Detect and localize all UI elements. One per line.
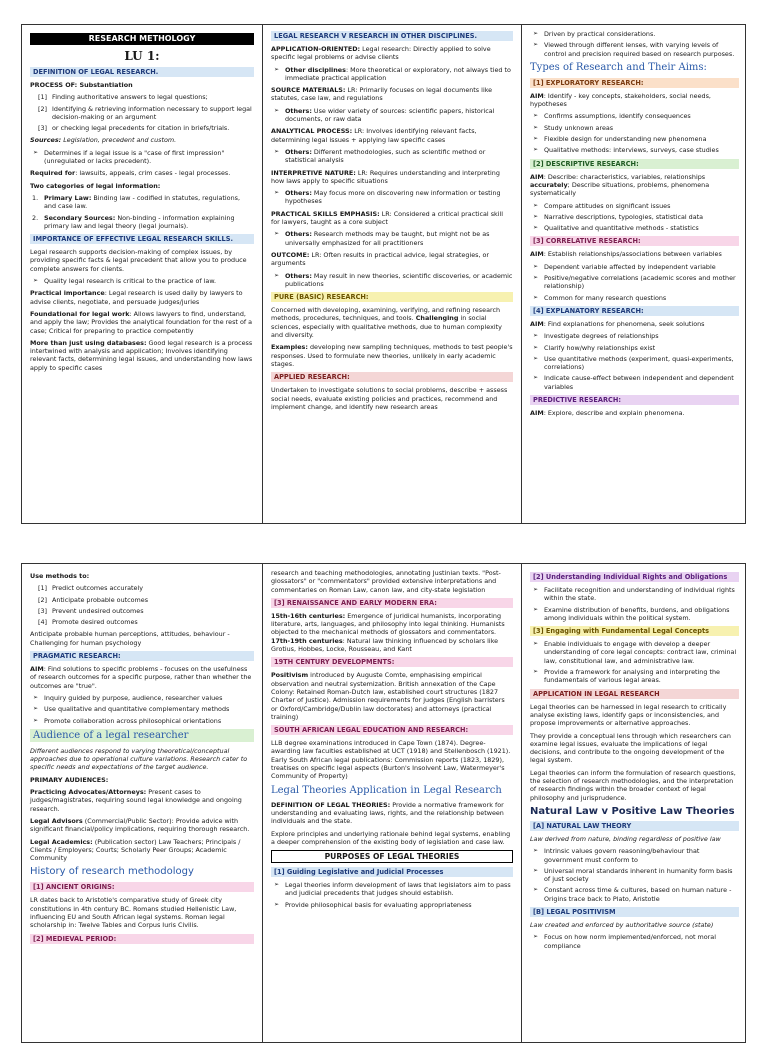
list-item: ➢ Universal moral standards inherent in humanity form basis of just society xyxy=(530,867,739,884)
primary-audiences: PRIMARY AUDIENCES: xyxy=(30,775,109,784)
list-item: ➢ Other disciplines: More theoretical or exploratory, not always tied to immediate practical application xyxy=(271,66,513,83)
outcome: OUTCOME: LR: Often results in practical advice, legal strategies, or arguments xyxy=(271,250,490,268)
explanatory-header: [4] EXPLANATORY RESEARCH: xyxy=(530,306,739,316)
source-materials: SOURCE MATERIALS: LR: Primarily focuses on legal documents like statutes, case law, and regulations xyxy=(271,86,493,103)
list-item: ➢ Compare attitudes on significant issues xyxy=(530,202,739,210)
required-line: Required for: lawsuits, appeals, crim cases - legal processes. xyxy=(30,169,231,178)
correlative-list xyxy=(530,263,739,302)
list-item: [1] Finding authoritative answers to legal questions; xyxy=(38,93,208,102)
list-item: [2] Identifying & retrieving information necessary to support legal decision-making or an argument xyxy=(38,104,252,121)
interpretive-nature: INTERPRETIVE NATURE: LR: Requires understanding and interpreting how laws apply to specific situations xyxy=(271,168,500,185)
legal-positivism-header: [B] LEGAL POSITIVISM xyxy=(530,907,739,917)
natural-law-header: [A] NATURAL LAW THEORY xyxy=(530,821,739,831)
list-item: ➢ Others: Different methodologies, such as scientific method or statistical analysis xyxy=(271,148,513,165)
list-item: ➢ Legal theories inform development of laws that legislators aim to pass and judicial precedents that judges should establish. xyxy=(271,881,513,898)
page2-column-2 xyxy=(262,564,521,1042)
correlative-aim: AIM: Establish relationships/associations between variables xyxy=(530,250,722,259)
sources-line: Sources: Legislation, precedent and custom. xyxy=(30,136,177,145)
definition-header: DEFINITION OF LEGAL RESEARCH. xyxy=(30,67,254,77)
application-oriented: APPLICATION-ORIENTED: Legal research: Directly applied to solve specific legal problems or advise clients xyxy=(271,45,491,62)
application-text-2: They provide a conceptual lens through which researchers can examine legal issues, evaluate the implications of legal decisions, and contribute to the ongoing development of the legal system. xyxy=(530,731,731,765)
list-item: ➢ Study unknown areas xyxy=(530,124,739,132)
predictive-aim: AIM: Explore, describe and explain phenomena. xyxy=(530,409,685,418)
list-item: ➢ Intrinsic values govern reasoning/behaviour that government must conform to xyxy=(530,847,739,864)
list-item: 2. Secondary Sources: Non-binding - information explaining primary law and legal theory (legal journals). xyxy=(32,213,235,230)
foundational-text: Foundational for legal work: Allows lawyers to find, understand, and apply the law; Provides the analytical foundation for the rest of a case; Critical for preparing to practice competently xyxy=(30,309,253,335)
importance-text: Legal research supports decision-making of complex issues, by providing specific facts & legal precedent that allow you to produce complete answers for clients. xyxy=(30,248,247,273)
descriptive-list xyxy=(530,202,739,233)
19th-century-header: 19TH CENTURY DEVELOPMENTS: xyxy=(271,657,513,667)
explanatory-aim: AIM: Find explanations for phenomena, seek solutions xyxy=(530,319,705,328)
list-item: ➢ Others: May focus more on discovering new information or testing hypotheses xyxy=(271,189,513,206)
list-item: ➢ Narrative descriptions, typologies, statistical data xyxy=(530,213,739,221)
list-item: ➢ Common for many research questions xyxy=(530,294,739,302)
page2-column-3 xyxy=(521,564,746,1042)
list-item: ➢ Viewed through different lenses, with varying levels of control and precision required based on research purposes. xyxy=(530,41,739,58)
exploratory-header: [1] EXPLORATORY RESEARCH: xyxy=(530,78,739,88)
pragmatic-header: PRAGMATIC RESEARCH: xyxy=(30,651,254,661)
definition-of-legal-theories: DEFINITION OF LEGAL THEORIES: Provide a normative framework for understanding and evaluating laws, rights, and the relationship between individuals and the state. xyxy=(271,800,504,826)
history-title: History of research methodology xyxy=(30,866,194,878)
fundamental-concepts-list xyxy=(530,640,739,684)
ancient-origins-text: LR dates back to Aristotle's comparative study of Greek city constitutions in 4th century BC. Romans studied Hellenistic Law, influencing EU and South African legal systems. Roman legal scholarship in: Twelve Tables and Corpus Iuris Civilis. xyxy=(30,896,237,930)
list-item: ➢ Provide a framework for analysing and interpreting the fundamentals of various legal areas. xyxy=(530,668,739,685)
audience-text: Different audiences respond to varying theoretical/conceptual approaches due to operational culture variations. Research cater to specific needs and expectations of the target audience. xyxy=(30,746,248,772)
outcome-list xyxy=(271,272,513,289)
page1-column-1 xyxy=(22,25,262,523)
list-item: ➢ Flexible design for understanding new phenomena xyxy=(530,135,739,143)
explanatory-list xyxy=(530,332,739,391)
analytical-process: ANALYTICAL PROCESS: LR: Involves identifying relevant facts, determining legal issues + applying law specific cases xyxy=(271,127,477,144)
pure-research-header: PURE (BASIC) RESEARCH: xyxy=(271,292,513,302)
predictive-header: PREDICTIVE RESEARCH: xyxy=(530,395,739,405)
list-item: ➢ Indicate cause-effect between independent and dependent variables xyxy=(530,374,739,391)
list-item: ➢ Investigate degrees of relationships xyxy=(530,332,739,340)
analytical-list xyxy=(271,148,513,165)
list-item: ➢ Constant across time & cultures, based on human nature - Origins trace back to Plato, Aristotle xyxy=(530,886,739,903)
purposes-title: PURPOSES OF LEGAL THEORIES xyxy=(271,850,513,863)
legal-positivism-list xyxy=(530,933,739,950)
more-than-databases: More than just using databases: Good legal research is a process intertwined with analysis and application; Involves identifying relevant facts, determining legal issues, and understanding how laws apply to specific cases xyxy=(30,338,253,372)
guiding-list xyxy=(271,881,513,909)
list-item: ➢ Quality legal research is critical to the practice of law. xyxy=(30,277,254,285)
lu-heading: LU 1: xyxy=(124,49,160,63)
descriptive-header: [2] DESCRIPTIVE RESEARCH: xyxy=(530,159,739,169)
descriptive-aim: AIM: Describe: characteristics, variables, relationships accurately; Describe situations, problems, phenomena systematically xyxy=(530,172,710,198)
page2-column-1 xyxy=(22,564,262,1042)
pragmatic-list xyxy=(30,694,254,725)
list-item: ➢ Dependent variable affected by independent variable xyxy=(530,263,739,271)
south-african-text: LLB degree examinations introduced in Cape Town (1874). Degree-awarding law faculties established at UCT (1918) and Stellenbosch (1921). Early South African legal publications: Commission reports (1823, 1829), treatises on specific legal aspects (Burton's Insolvent Law, Watermeyer's Community of Property) xyxy=(271,739,511,781)
natural-law-subtitle: Law derived from nature, binding regardless of positive law xyxy=(530,834,721,843)
list-item: ➢ Promote collaboration across philosophical orientations xyxy=(30,717,254,725)
list-item: ➢ Inquiry guided by purpose, audience, researcher values xyxy=(30,694,254,702)
exploratory-aim: AIM: Identify - key concepts, stakeholders, social needs, hypotheses xyxy=(530,91,711,109)
correlative-header: [3] CORRELATIVE RESEARCH: xyxy=(530,236,739,246)
advocates-text: Practicing Advocates/Attorneys: Present cases to judges/magistrates, requiring sound legal knowledge and ongoing research. xyxy=(30,788,242,813)
practical-skills: PRACTICAL SKILLS EMPHASIS: LR: Considered a critical practical skill for lawyers, taught as a core subject xyxy=(271,209,504,227)
quality-list xyxy=(30,277,254,285)
list-item: ➢ Confirms assumptions, identify consequences xyxy=(530,112,739,120)
source-list xyxy=(271,107,513,124)
ancient-origins-header: [1] ANCIENT ORIGINS: xyxy=(30,882,254,892)
advisors-text: Legal Advisors (Commercial/Public Sector): Provide advice with significant financial/policy implications, requiring thorough research. xyxy=(30,816,250,834)
individual-rights-header: [2] Understanding Individual Rights and Obligations xyxy=(530,572,739,582)
list-item: [1] Predict outcomes accurately xyxy=(38,584,143,593)
application-text-1: Legal theories can be harnessed in legal research to critically analyse existing laws, identify gaps or inconsistencies, and propose improvements or alternative approaches. xyxy=(530,702,727,728)
list-item: [3] Prevent undesired outcomes xyxy=(38,606,144,615)
list-item: ➢ Qualitative methods: interviews, surveys, case studies xyxy=(530,146,739,154)
list-item: ➢ Determines if a legal issue is a "case of first impression" (unregulated or lacks precedent). xyxy=(30,149,254,166)
list-item: ➢ Others: May result in new theories, scientific discoveries, or academic publications xyxy=(271,272,513,289)
examples-text: Examples: developing new sampling techniques, methods to test people's responses. Used to formulate new theories, unlikely in early academic stages. xyxy=(271,343,513,368)
natural-law-list xyxy=(530,847,739,903)
legal-theories-title: Legal Theories Application in Legal Research xyxy=(271,784,502,796)
renaissance-text: 15th-16th centuries: Emergence of juridical humanists, incorporating literature, arts, languages, and philosophy into legal thinking. Humanists objected to the mechanical methods of glossators and commentators. 17th-19th centuries: Natural law thinking influenced by scholars like Grotius, Hobbes, Locke, Rousseau, and Kant xyxy=(271,611,505,654)
list-item: ➢ Positive/negative correlations (academic scores and mother relationship) xyxy=(530,274,739,291)
anticipate-text: Anticipate probable human perceptions, attitudes, behaviour - Challenging for human psychology xyxy=(30,630,230,647)
process-list xyxy=(30,93,254,132)
positivism-text: Positivism introduced by Auguste Comte, emphasising empirical observation and neutral systemization. British annexation of the Cape Colony: Retained Roman-Dutch law, established court structures (1827 Charter of Justice). Admission requirements for judges (English barristers or Oxford/Cambridge/Dublin law doctorates) and attorneys (practical training) xyxy=(271,671,505,721)
list-item: ➢ Use quantitative methods (experiment, quasi-experiments, correlations) xyxy=(530,355,739,372)
application-header: APPLICATION IN LEGAL RESEARCH xyxy=(530,689,739,699)
audience-title: Audience of a legal researcher xyxy=(30,729,254,742)
practical-list xyxy=(271,230,513,247)
list-item: ➢ Others: Use wider variety of sources: scientific papers, historical documents, or raw data xyxy=(271,107,513,124)
individual-rights-list xyxy=(530,586,739,622)
list-item: [2] Anticipate probable outcomes xyxy=(38,595,149,604)
applied-research-header: APPLIED RESEARCH: xyxy=(271,372,513,382)
medieval-header: [2] MEDIEVAL PERIOD: xyxy=(30,934,254,944)
list-item: ➢ Qualitative and quantitative methods - statistics xyxy=(530,224,739,232)
use-methods-list xyxy=(30,584,254,626)
medieval-continued-text: research and teaching methodologies, annotating Justinian texts. "Post-glossators" or "commentators" provided extensive interpretations and commentaries on Roman Law, canon law, and city-state legislation xyxy=(271,569,501,594)
list-item: ➢ Enable individuals to engage with develop a deeper understanding of core legal concepts: contract law, criminal law, constitutional law, and administrative law. xyxy=(530,640,739,665)
page1-column-3 xyxy=(521,25,746,523)
application-text-3: Legal theories can inform the formulation of research questions, the selection of research methodologies, and the interpretation of research findings within the broader context of legal philosophy and jurisprudence. xyxy=(530,768,736,802)
list-item: ➢ Clarify how/why relationships exist xyxy=(530,344,739,352)
page1-column-2 xyxy=(262,25,521,523)
use-methods-line: Use methods to: xyxy=(30,572,90,580)
applied-research-text: Undertaken to investigate solutions to social problems, describe + assess social needs, evaluate existing policies and practices, recommend and implement change, and identify new research areas xyxy=(271,386,508,411)
list-item: [4] Promote desired outcomes xyxy=(38,618,138,627)
application-list xyxy=(271,66,513,83)
types-of-research-title: Types of Research and Their Aims: xyxy=(530,61,707,73)
list-item: ➢ Use qualitative and quantitative complementary methods xyxy=(30,705,254,713)
list-item: ➢ Focus on how norm implemented/enforced, not moral compliance xyxy=(530,933,739,950)
fundamental-concepts-header: [3] Engaging with Fundamental Legal Concepts xyxy=(530,626,739,636)
determines-list xyxy=(30,149,254,166)
list-item: ➢ Facilitate recognition and understanding of individual rights within the state. xyxy=(530,586,739,603)
list-item: ➢ Others: Research methods may be taught, but might not be as universally emphasized for all practitioners xyxy=(271,230,513,247)
page-1 xyxy=(21,24,746,524)
legal-positivism-subtitle: Law created and enforced by authoritative source (state) xyxy=(530,921,714,930)
list-item: ➢ Provide philosophical basis for evaluating appropriateness xyxy=(271,901,513,909)
document-title: RESEARCH METHOLOGY xyxy=(30,33,254,45)
list-item: ➢ Driven by practical considerations. xyxy=(530,30,739,38)
explore-text: Explore principles and underlying rationale behind legal systems, enabling a deeper comprehension of the existing body of legislation and case law. xyxy=(271,829,511,846)
legal-vs-other-header: LEGAL RESEARCH V RESEARCH IN OTHER DISCIPLINES. xyxy=(271,31,513,41)
renaissance-header: [3] RENAISSANCE AND EARLY MODERN ERA: xyxy=(271,598,513,608)
interpretive-list xyxy=(271,189,513,206)
process-line: PROCESS OF: Substantiation xyxy=(30,81,133,89)
two-categories-line: Two categories of legal information: xyxy=(30,181,161,190)
categories-list xyxy=(30,194,254,230)
importance-header: IMPORTANCE OF EFFECTIVE LEGAL RESEARCH SKILLS. xyxy=(30,234,254,244)
pragmatic-aim: AIM: Find solutions to specific problems - focuses on the usefulness of research outcomes for a specific purpose, rather than whether the outcomes are "true". xyxy=(30,665,252,690)
page-2 xyxy=(21,563,746,1043)
list-item: 1. Primary Law: Binding law - codified in statutes, regulations, and case law. xyxy=(32,193,241,211)
natural-vs-positive-title: Natural Law v Positive Law Theories xyxy=(530,805,735,817)
guiding-header: [1] Guiding Legislative and Judicial Processes xyxy=(271,867,513,877)
practical-importance: Practical importance: Legal research is used daily by lawyers to advise clients, negotiate, and persuade judges/juries xyxy=(30,289,243,306)
pure-research-text: Concerned with developing, examining, verifying, and refining research methods, procedures, techniques, and tools. Challenging in social sciences, especially with qualitative methods, due to human complexity and diversity. xyxy=(271,306,502,340)
academics-text: Legal Academics: (Publication sector) Law Teachers; Principals / Clients / Employers; Courts; Scholarly Peer Groups; Academic Community xyxy=(30,837,241,863)
applied-continued-list xyxy=(530,30,739,58)
list-item: [3] or checking legal precedents for citation in briefs/trials. xyxy=(38,124,230,133)
list-item: ➢ Examine distribution of benefits, burdens, and obligations among individuals within the political system. xyxy=(530,606,739,623)
exploratory-list xyxy=(530,112,739,154)
south-african-header: SOUTH AFRICAN LEGAL EDUCATION AND RESEARCH: xyxy=(271,725,513,735)
